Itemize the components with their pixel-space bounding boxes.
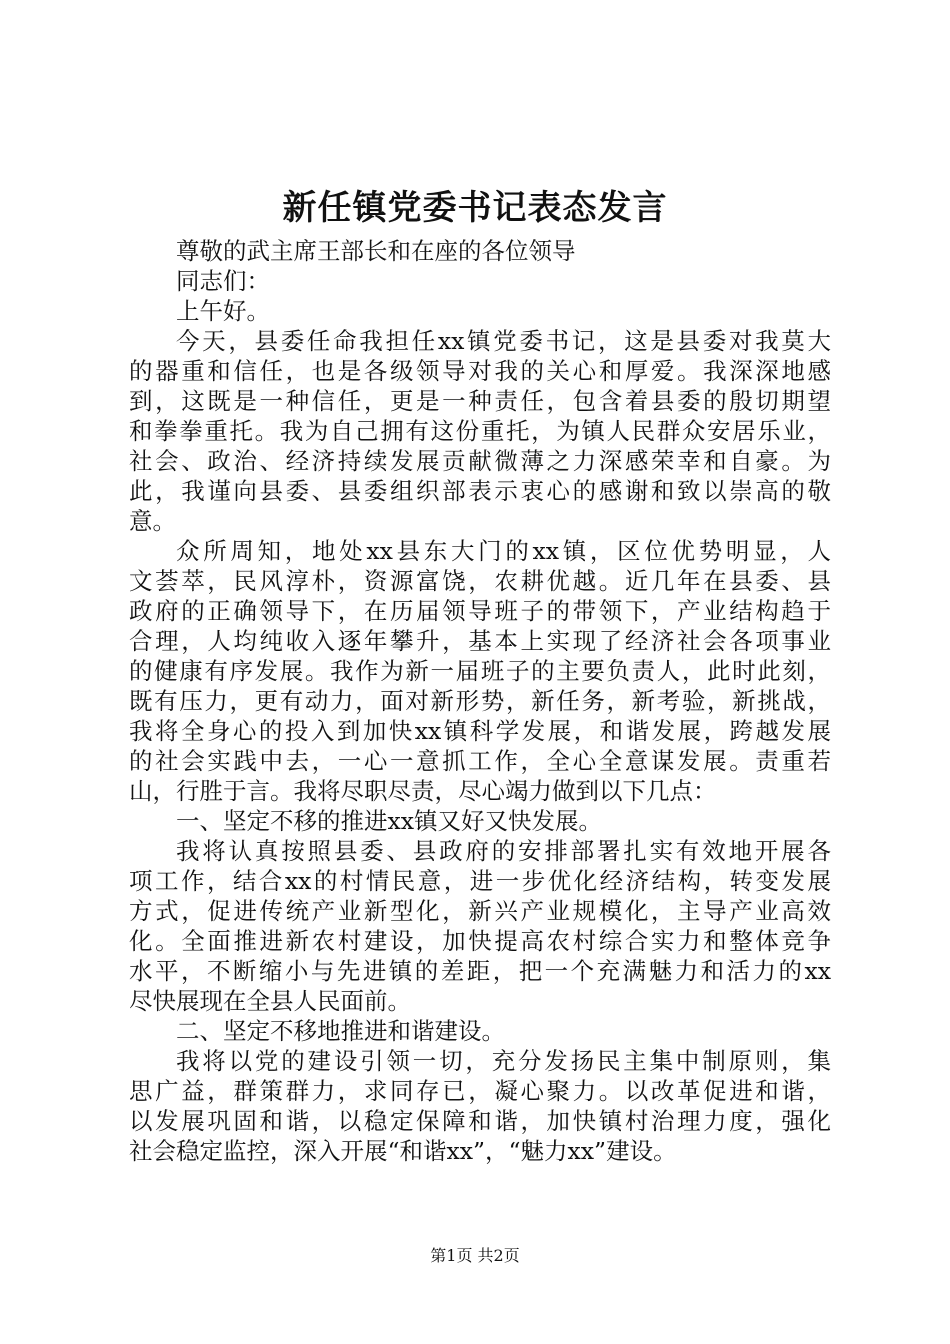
text-line: 众所周知，地处xx县东大门的xx镇，区位优势明显，人 [176,537,831,565]
text-line: 意。 [129,507,176,535]
text-line: 到，这既是一种信任，更是一种责任，包含着县委的殷切期望 [129,387,831,415]
text-line: 思广益，群策群力，求同存已，凝心聚力。以改革促进和谐， [129,1077,831,1105]
text-line: 山，行胜于言。我将尽职尽责，尽心竭力做到以下几点： [129,777,717,805]
text-line: 水平，不断缩小与先进镇的差距，把一个充满魅力和活力的xx [129,957,831,985]
text-line: 今天，县委任命我担任xx镇党委书记，这是县委对我莫大 [176,327,831,355]
text-line: 二、坚定不移地推进和谐建设。 [176,1017,505,1045]
text-line: 合理，人均纯收入逐年攀升，基本上实现了经济社会各项事业 [129,627,831,655]
text-line: 方式，促进传统产业新型化，新兴产业规模化，主导产业高效 [129,897,831,925]
text-line: 既有压力，更有动力，面对新形势，新任务，新考验，新挑战， [129,687,831,715]
text-line: 的健康有序发展。我作为新一届班子的主要负责人，此时此刻， [129,657,831,685]
text-line: 此，我谨向县委、县委组织部表示衷心的感谢和致以崇高的敬 [129,477,831,505]
text-line: 社会、政治、经济持续发展贡献微薄之力深感荣幸和自豪。为 [129,447,831,475]
text-line: 一、坚定不移的推进xx镇又好又快发展。 [176,807,603,835]
text-line: 文荟萃，民风淳朴，资源富饶，农耕优越。近几年在县委、县 [129,567,831,595]
text-line: 社会稳定监控，深入开展“和谐xx”，“魅力xx”建设。 [129,1137,677,1165]
document-title: 新任镇党委书记表态发言 [282,188,668,228]
text-line: 项工作，结合xx的村情民意，进一步优化经济结构，转变发展 [129,867,831,895]
text-line: 政府的正确领导下，在历届领导班子的带领下，产业结构趋于 [129,597,831,625]
text-line: 和拳拳重托。我为自己拥有这份重托，为镇人民群众安居乐业， [129,417,831,445]
document-body [129,236,831,1166]
text-line: 以发展巩固和谐，以稳定保障和谐，加快镇村治理力度，强化 [129,1107,831,1135]
text-line: 上午好。 [176,297,270,325]
text-line: 同志们： [176,267,270,295]
page-footer: 第1页 共2页 [430,1246,520,1265]
text-line: 的器重和信任，也是各级领导对我的关心和厚爱。我深深地感 [129,357,831,385]
text-line: 的社会实践中去，一心一意抓工作，全心全意谋发展。责重若 [129,747,831,775]
text-line: 尽快展现在全县人民面前。 [129,987,411,1015]
text-line: 我将全身心的投入到加快xx镇科学发展，和谐发展，跨越发展 [129,717,831,745]
text-line: 化。全面推进新农村建设，加快提高农村综合实力和整体竞争 [129,927,831,955]
text-line: 尊敬的武主席王部长和在座的各位领导 [176,237,576,265]
text-line: 我将以党的建设引领一切，充分发扬民主集中制原则，集 [176,1047,831,1075]
text-line: 我将认真按照县委、县政府的安排部署扎实有效地开展各 [176,837,831,865]
